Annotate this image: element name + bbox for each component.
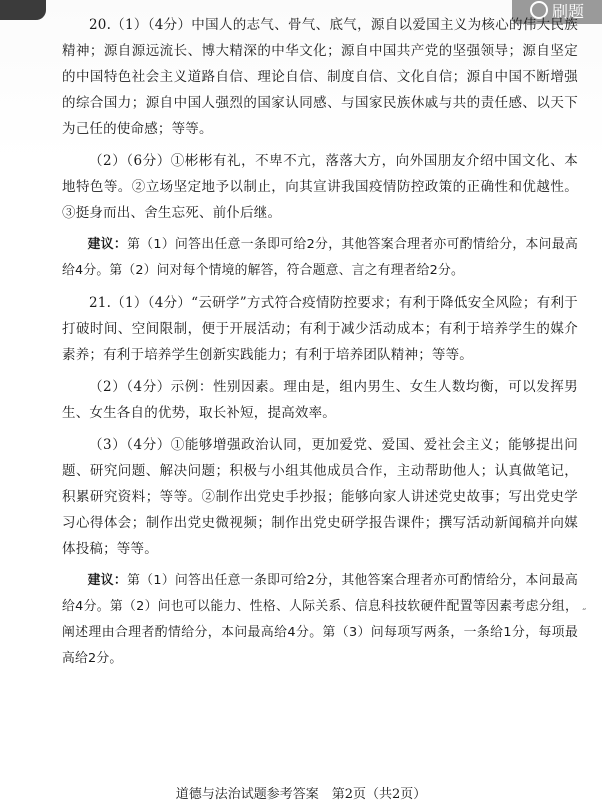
q20-suggestion-label: 建议： (87, 237, 128, 252)
watermark-text: 刷题 (551, 2, 584, 21)
corner-tab-shape (0, 0, 46, 20)
answer-content (62, 12, 578, 678)
q21-part1: 21.（1）（4分）“云研学”方式符合疫情防控要求；有利于降低安全风险；有利于打破时间、空间限制，便于开展活动；有利于减少活动成本；有利于培养学生的媒介素养；有利于培养学生创新实践能力；有利于培养团队精神；等等。 (62, 295, 578, 363)
page-footer: 道德与法治试题参考答案 第2页（共2页） (175, 787, 427, 802)
q21-suggestion-label: 建议： (87, 573, 128, 588)
q21-part3: （3）（4分）①能够增强政治认同，更加爱党、爱国、爱社会主义；能够提出问题、研究问题、解决问题；积极与小组其他成员合作，主动帮助他人；认真做笔记，积累研究资料；等等。②制作出党史手抄报；能够向家人讲述党史故事；写出党史学习心得体会；制作出党史微视频；制作出党史研学报告课件；撰写活动新闻稿并向媒体投稿；等等。 (62, 437, 578, 557)
q21-suggestion-text: 第（1）问答出任意一条即可给2分，其他答案合理者亦可酌情给分，本问最高给4分。第（2）问也可以能力、性格、人际关系、信息科技软硬件配置等因素考虑分组，阐述理由合理者酌情给分，本问最高给4分。第（3）问每项写两条，一条给1分，每项最高给2分。 (62, 573, 578, 666)
q20-suggestion-text: 第（1）问答出任意一条即可给2分，其他答案合理者亦可酌情给分，本问最高给4分。第（2）问对每个情境的解答，符合题意、言之有理者给2分。 (62, 237, 578, 278)
q21-suggestion (62, 568, 578, 672)
q20-part2: （2）（6分）①彬彬有礼，不卑不亢，落落大方，向外国朋友介绍中国文化、本地特色等。②立场坚定地予以制止，向其宣讲我国疫情防控政策的正确性和优越性。③挺身而出、舍生忘死、前仆后继。 (62, 153, 578, 221)
q20-suggestion (62, 232, 578, 284)
scan-speck: ˶ (582, 603, 586, 614)
q20-part1: 20.（1）（4分）中国人的志气、骨气、底气，源自以爱国主义为核心的伟大民族精神；源自源远流长、博大精深的中华文化；源自中国共产党的坚强领导；源自坚定的中国特色社会主义道路自信、理论自信、制度自信、文化自信；源自中国不断增强的综合国力；源自中国人强烈的国家认同感、与国家民族休戚与共的责任感、以天下为己任的使命感；等等。 (62, 17, 578, 137)
q21-part2: （2）（4分）示例：性别因素。理由是，组内男生、女生人数均衡，可以发挥男生、女生各自的优势，取长补短，提高效率。 (62, 379, 578, 421)
